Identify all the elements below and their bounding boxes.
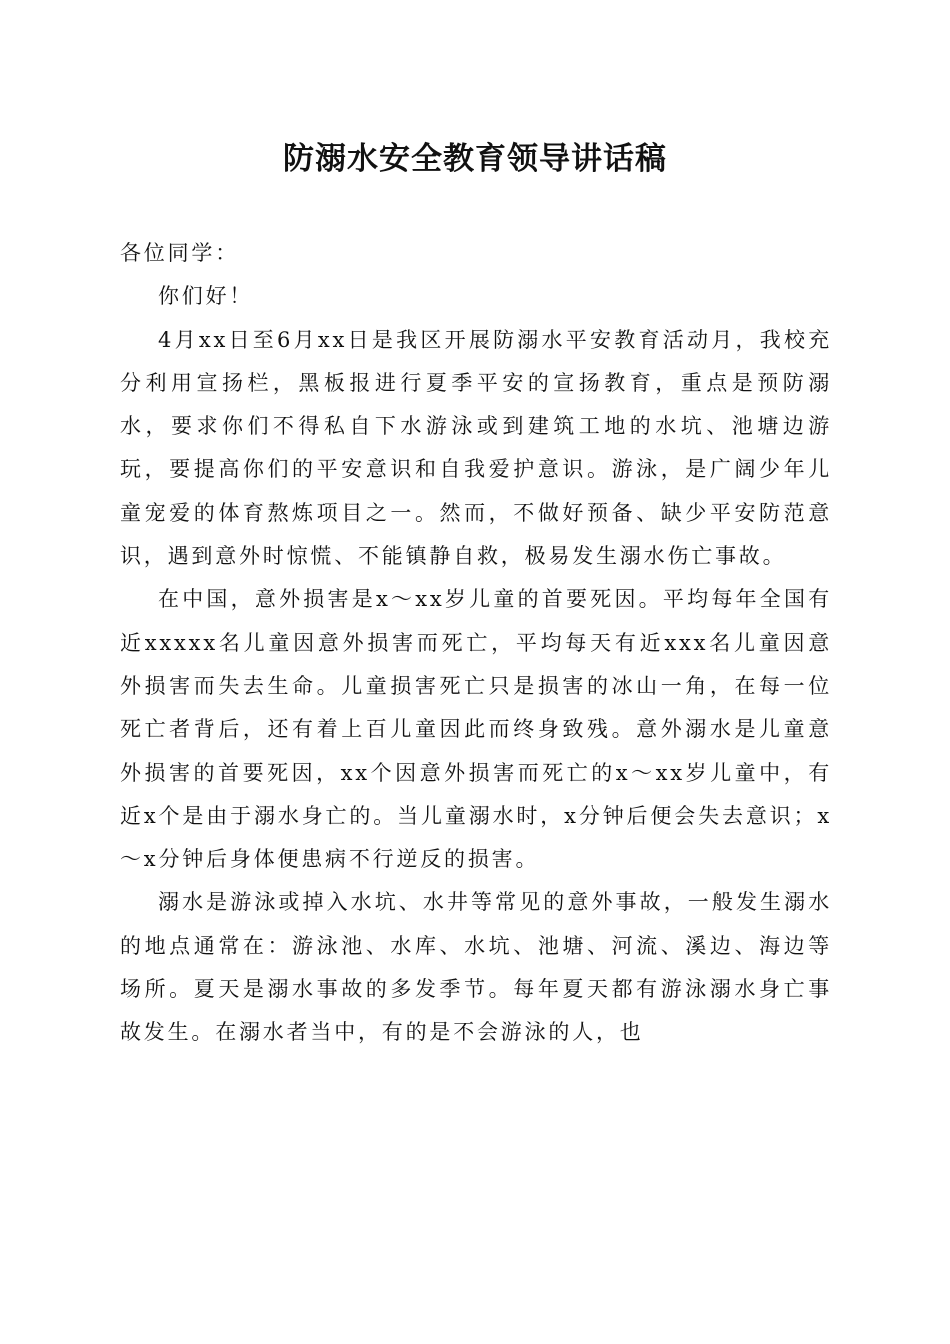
paragraph: 在中国，意外损害是x～xx岁儿童的首要死因。平均每年全国有近xxxxx名儿童因意外损害而死亡，平均每天有近xxx名儿童因意外损害而失去生命。儿童损害死亡只是损害的冰山一角，在每一位死亡者背后，还有着上百儿童因此而终身致残。意外溺水是儿童意外损害的首要死因，xx个因意外损害而死亡的x～xx岁儿童中，有近x个是由于溺水身亡的。当儿童溺水时，x分钟后便会失去意识；x～x分钟后身体便患病不行逆反的损害。 xyxy=(120,587,832,872)
document-body xyxy=(120,232,832,1055)
document-title: 防溺水安全教育领导讲话稿 xyxy=(283,141,667,177)
paragraph: 溺水是游泳或掉入水坑、水井等常见的意外事故，一般发生溺水的地点通常在：游泳池、水库、水坑、池塘、河流、溪边、海边等场所。夏天是溺水事故的多发季节。每年夏天都有游泳溺水身亡事故发生。在溺水者当中，有的是不会游泳的人，也 xyxy=(120,890,832,1045)
paragraph: 4月xx日至6月xx日是我区开展防溺水平安教育活动月，我校充分利用宣扬栏，黑板报进行夏季平安的宣扬教育，重点是预防溺水，要求你们不得私自下水游泳或到建筑工地的水坑、池塘边游玩，要提高你们的平安意识和自我爱护意识。游泳，是广阔少年儿童宠爱的体育熬炼项目之一。然而，不做好预备、缺少平安防范意识，遇到意外时惊慌、不能镇静自救，极易发生溺水伤亡事故。 xyxy=(120,327,832,569)
greeting: 你们好！ xyxy=(158,284,254,309)
salutation: 各位同学： xyxy=(120,241,239,265)
